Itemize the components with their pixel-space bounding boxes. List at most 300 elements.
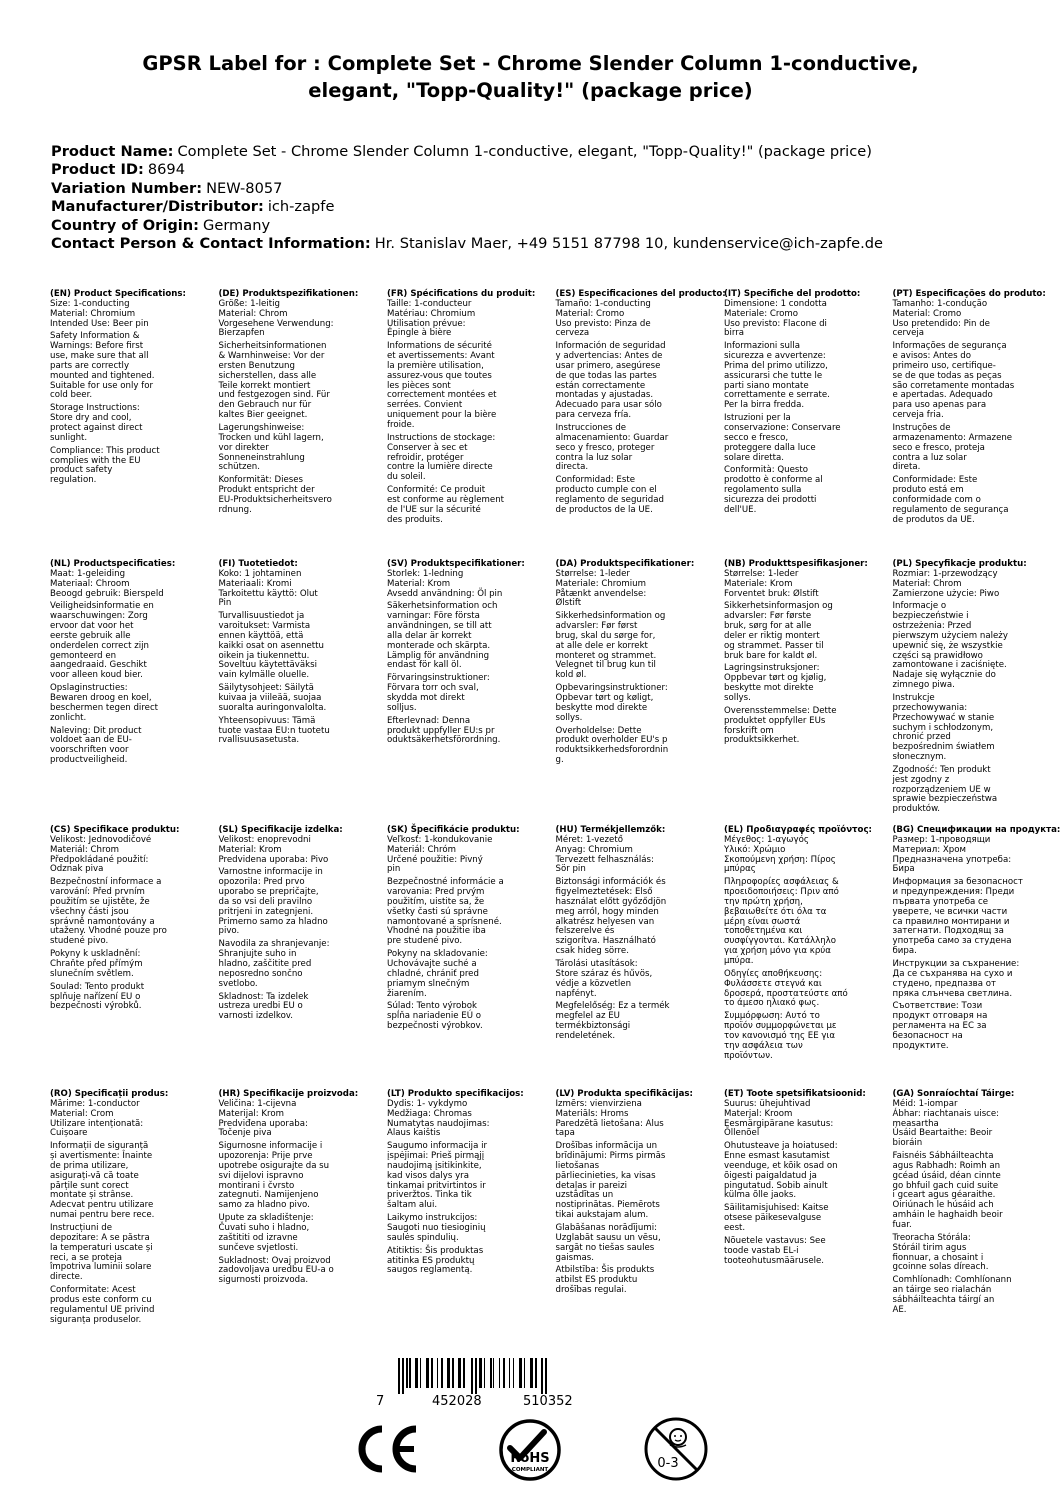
spec-line: uniquement pour la bière <box>387 410 497 421</box>
spec-line: utaženy. Vhodné pouze pro <box>50 926 167 937</box>
spec-line: gaismas. <box>555 1252 594 1263</box>
spec-line: secco e fresco, <box>724 432 789 443</box>
spec-line: Bezpečnostné informácie a <box>387 877 504 888</box>
spec-line: Méret: 1-vezető <box>555 834 623 845</box>
spec-line: tuote vastaa EU:n tuotetu <box>218 725 330 736</box>
spec-line: Sicherheitsinformationen <box>218 341 327 352</box>
spec-line: priveržtos. Tinka tik <box>387 1190 472 1201</box>
spec-line: sicurezza dei prodotti <box>724 494 817 505</box>
spec-line: Õllenõel <box>724 1128 760 1139</box>
spec-header: (RO) Specificații produs: <box>50 1089 169 1099</box>
spec-line: použitím se ujistěte, že <box>50 896 150 907</box>
spec-line: parti siano montate <box>724 380 809 391</box>
spec-line: oduktsäkerhetsförordning. <box>387 735 501 746</box>
spec-cell <box>555 289 726 516</box>
spec-line: prodotto è conforme al <box>724 475 823 486</box>
spec-line: produktów. <box>892 804 941 815</box>
spec-line: zategnuti. Namijenjeno <box>218 1190 319 1201</box>
spec-line: pivo. <box>218 926 240 937</box>
spec-line: регламента на ЕС за <box>892 1021 987 1032</box>
spec-line: Izmērs: vienvirziena <box>555 1098 642 1109</box>
spec-line: de l'UE sur la sécurité <box>387 504 481 515</box>
spec-line: depozitare: A se păstra <box>50 1232 150 1243</box>
spec-line: Store száraz és hűvös, <box>555 968 653 979</box>
spec-line: Numatytas naudojimas: <box>387 1118 490 1129</box>
spec-line: Informações de segurança <box>892 341 1007 352</box>
spec-line: Предназначена употреба: <box>892 854 1012 865</box>
spec-line: το άμεσο ηλιακό φως. <box>724 998 820 1009</box>
spec-line: μέρη είναι σωστά <box>724 916 801 927</box>
spec-line: Efterlevnad: Denna <box>387 715 471 726</box>
spec-line: zonlicht. <box>50 712 87 723</box>
spec-line: assurez-vous que toutes <box>387 370 492 381</box>
spec-line: produktet oppfyller EUs <box>724 715 826 726</box>
spec-line: την ασφάλεια των <box>724 1040 803 1051</box>
spec-cell <box>556 560 706 766</box>
spec-line: Stóráil tirim agus <box>892 1242 967 1253</box>
spec-line: Overholdelse: Dette <box>555 725 642 736</box>
product-info-label: Contact Person & Contact Information: <box>51 235 371 253</box>
spec-line: Πληροφορίες ασφάλειας & <box>724 877 839 888</box>
spec-line: Uso previsto: Pinza de <box>555 318 651 329</box>
spec-line: reci, a se proteja <box>50 1252 123 1263</box>
spec-line: védje a közvetlen <box>555 978 632 989</box>
spec-line: Да се съхранява на сухо и <box>892 968 1013 979</box>
spec-line: Primerno samo za hladno <box>218 916 328 927</box>
spec-line: împotriva luminii solare <box>50 1262 152 1273</box>
spec-line: g. <box>555 755 564 766</box>
spec-line: Úsáid Beartaithe: Beoir <box>892 1128 993 1139</box>
spec-line: bioráin <box>892 1138 923 1149</box>
spec-line: voorschriften voor <box>50 745 129 756</box>
spec-line: cerveja fria. <box>892 410 944 421</box>
spec-header: (SV) Produktspecifikationer: <box>387 559 525 569</box>
spec-line: upotrebe osigurajte da su <box>218 1160 330 1171</box>
barcode-bar <box>415 1358 418 1388</box>
spec-line: са правилно монтирани и <box>892 916 1010 927</box>
spec-line: τον κανονισμό της ΕΕ για <box>724 1030 836 1041</box>
spec-line: regulamento de segurança <box>892 504 1009 515</box>
spec-line: Odznak piva <box>50 864 104 875</box>
spec-cell <box>50 560 200 766</box>
spec-cell <box>219 1090 369 1286</box>
spec-line: Zgodność: Ten produkt <box>892 764 991 775</box>
spec-line: schützen. <box>218 462 260 473</box>
spec-line: Avsedd användning: Öl pin <box>387 588 503 599</box>
spec-line: Overensstemmelse: Dette <box>724 705 837 716</box>
barcode <box>370 1358 610 1416</box>
spec-line: solare diretta. <box>724 452 784 463</box>
spec-line: Prima del primo utilizzo, <box>724 360 828 371</box>
spec-line: go bhfuil gach cuid suite <box>892 1180 999 1191</box>
spec-line: nostiprinātas. Piemērots <box>555 1200 660 1211</box>
spec-line: são corretamente montadas <box>892 380 1015 391</box>
spec-line: Warnings: Before first <box>50 341 144 352</box>
spec-line: advarsler: Før første <box>724 611 812 622</box>
spec-line: atitinka ES produktų <box>387 1255 475 1266</box>
spec-line: Rozmiar: 1-przewodzący <box>892 568 998 579</box>
spec-line: Größe: 1-leitig <box>218 298 280 309</box>
barcode-bar <box>420 1358 421 1388</box>
spec-line: Υλικό: Χρώμιο <box>724 844 786 855</box>
spec-line: samo za hladno pivo. <box>218 1200 310 1211</box>
spec-line: du soleil. <box>387 472 426 483</box>
spec-line: siguranța produselor. <box>50 1314 142 1325</box>
spec-line: Storlek: 1-ledning <box>387 568 464 579</box>
spec-line: Soveltuu käytettäväksi <box>218 660 318 671</box>
spec-line: μπύρας <box>724 864 756 875</box>
spec-line: svi dijelovi ispravno <box>218 1170 304 1181</box>
spec-cell <box>893 1090 1043 1316</box>
spec-line: forskrift om <box>724 725 774 736</box>
spec-line: ennen käyttöä, että <box>218 630 304 641</box>
barcode-bar <box>471 1358 473 1394</box>
spec-line: varování: Před prvním <box>50 887 145 898</box>
spec-line: rvallisuusasetusta. <box>218 735 300 746</box>
spec-line: Per la birra fredda. <box>724 400 805 411</box>
spec-line: roduktsikkerhedsforordnin <box>555 745 669 756</box>
product-info-row <box>51 235 1041 253</box>
barcode-bar <box>452 1358 454 1388</box>
spec-header: (HU) Termékjellemzők: <box>555 825 666 835</box>
spec-line: para cerveza fría. <box>555 410 632 421</box>
spec-line: Vorgesehene Verwendung: <box>218 318 334 329</box>
spec-cell <box>893 560 1043 815</box>
spec-line: Instrucciones de <box>555 422 627 433</box>
spec-line: Instrucțiuni de <box>50 1222 113 1233</box>
spec-line: προϊόν συμμορφώνεται με <box>724 1021 837 1032</box>
spec-cell <box>50 826 200 1012</box>
spec-line: Materiaal: Chroom <box>50 578 130 589</box>
spec-cell <box>219 290 369 516</box>
rohs-text: RoHS <box>510 1451 550 1466</box>
spec-line: Forventet bruk: Ølstift <box>724 588 819 599</box>
age-text: 0-3 <box>657 1456 679 1471</box>
spec-line: de produtos da UE. <box>892 514 975 525</box>
specifications-grid <box>50 290 1060 1340</box>
spec-cell <box>724 1090 874 1266</box>
spec-line: ervoor dat voor het <box>50 621 134 632</box>
spec-line: zadovoljava uredbu EU-a o <box>218 1265 334 1276</box>
spec-line: sprawie bezpieczeństwa <box>892 794 998 805</box>
spec-line: Tamaño: 1-conducting <box>555 298 651 309</box>
spec-header: (IT) Specifiche del prodotto: <box>724 289 861 299</box>
spec-line: Istruzioni per la <box>724 413 791 424</box>
barcode-bar <box>441 1358 443 1388</box>
spec-line: an táirge seo rialachán <box>892 1285 992 1296</box>
spec-line: ersten Benutzung <box>218 360 295 371</box>
spec-line: správně namontovány a <box>50 916 155 927</box>
spec-line: sunlight. <box>50 432 88 443</box>
spec-line: protect against direct <box>50 422 143 433</box>
spec-line: voldoet aan de EU- <box>50 735 132 746</box>
spec-line: product safety <box>50 465 113 476</box>
spec-line: Sukladnost: Ovaj proizvod <box>218 1255 331 1266</box>
barcode-bars <box>390 1358 610 1394</box>
spec-line: Naleving: Dit product <box>50 725 142 736</box>
spec-cell <box>892 289 1046 525</box>
spec-line: Anyag: Chromium <box>555 844 633 855</box>
spec-line: Ábhar: riachtanais uisce: <box>892 1108 1000 1119</box>
spec-line: beskytte mot direkte <box>724 683 814 694</box>
spec-line: všechny části jsou <box>50 906 129 917</box>
spec-line: Informacje o <box>892 601 947 612</box>
spec-line: brug, skal du sørge for, <box>555 630 656 641</box>
spec-cell <box>50 290 200 486</box>
spec-header: (ES) Especificaciones del producto: <box>555 289 726 299</box>
spec-line: βεβαιωθείτε ότι όλα τα <box>724 906 827 917</box>
spec-line: i gceart agus géaraithe. <box>892 1190 996 1201</box>
barcode-bar <box>509 1358 510 1388</box>
spec-line: suoralta auringonvalolta. <box>218 702 327 713</box>
spec-cell <box>387 826 537 1032</box>
spec-line: toode vastab EL-i <box>724 1245 799 1256</box>
spec-line: upewnić się, że wszystkie <box>892 640 1003 651</box>
spec-line: meg arról, hogy minden <box>555 906 659 917</box>
spec-line: για χρήση μόνο για κρύα <box>724 946 831 957</box>
product-info-label: Product ID: <box>51 161 144 179</box>
spec-line: conservazione: Conservare <box>724 422 841 433</box>
spec-line: termékbiztonsági <box>555 1021 631 1032</box>
spec-line: bezpečnosti výrobkov. <box>387 1021 483 1032</box>
spec-line: τοποθετημένα και <box>724 926 803 937</box>
spec-line: употреба само за студена <box>892 936 1012 947</box>
spec-line: aangedraaid. Geschikt <box>50 660 147 671</box>
spec-header: (SK) Špecifikácie produktu: <box>387 825 520 835</box>
barcode-bar <box>406 1358 408 1388</box>
barcode-bar <box>499 1358 500 1388</box>
spec-cell <box>724 826 874 1061</box>
spec-line: студено, предпазва от <box>892 978 996 989</box>
spec-line: Tarkoitettu käyttö: Olut <box>218 588 318 599</box>
spec-line: birra <box>724 328 745 339</box>
spec-line: Opbevar tørt og køligt, <box>555 692 654 703</box>
spec-line: Eesmärgipärane kasutus: <box>724 1118 834 1129</box>
spec-line: и предупреждения: Преди <box>892 887 1015 898</box>
product-info-value: Hr. Stanislav Maer, +49 5151 87798 10, kundenservice@ich-zapfe.de <box>374 235 884 253</box>
spec-line: Adecvat pentru utilizare <box>50 1200 154 1211</box>
spec-line: Saugumo informacija ir <box>387 1141 487 1152</box>
spec-line: fionnuar, a chosaint i <box>892 1252 984 1263</box>
product-info-label: Variation Number: <box>51 179 203 197</box>
spec-line: Säkerhetsinformation och <box>387 601 498 612</box>
spec-line: hladno, zaščitite pred <box>218 958 312 969</box>
spec-line: Uchovávajte suché a <box>387 958 477 969</box>
spec-line: Sikkerhetsinformasjon og <box>724 601 833 612</box>
spec-line: pierwszym użyciem należy <box>892 630 1008 641</box>
spec-line: parts are correctly <box>50 360 130 371</box>
spec-line: svetlobo. <box>218 978 258 989</box>
product-info-label: Product Name: <box>51 143 174 160</box>
spec-line: amháin le haghaidh beoir <box>892 1210 1003 1221</box>
spec-line: Veiligheidsinformatie en <box>50 601 154 612</box>
spec-line: oikein ja tiukennettu. <box>218 650 310 661</box>
spec-line: Conformidade: Este <box>892 475 978 486</box>
spec-line: Størrelse: 1-leder <box>555 568 630 579</box>
spec-line: megfelel az EU <box>555 1011 620 1022</box>
spec-line: sollys. <box>724 692 751 703</box>
spec-line: Predviđena uporaba: <box>218 1118 308 1129</box>
spec-line: Koko: 1 johtaminen <box>218 568 302 579</box>
spec-line: gcoinne solas díreach. <box>892 1262 989 1273</box>
product-info-value: ich-zapfe <box>267 198 335 216</box>
spec-line: Beoogd gebruik: Bierspeld <box>50 588 164 599</box>
spec-line: használat előtt győződjön <box>555 896 667 907</box>
spec-line: uporabo se prepričajte, <box>218 887 319 898</box>
spec-header: (FI) Tuotetiedot: <box>218 559 298 569</box>
spec-line: Информация за безопасност <box>892 877 1023 888</box>
spec-header: (EL) Προδιαγραφές προϊόντος: <box>724 825 872 835</box>
spec-line: og strammet. Passer til <box>724 640 824 651</box>
spec-line: Материал: Хром <box>892 844 966 855</box>
spec-line: Размер: 1-проводящи <box>892 834 991 845</box>
spec-line: sunčeve svjetlosti. <box>218 1242 299 1253</box>
spec-line: Safety Information & <box>50 331 140 342</box>
spec-line: Velikost: enoprevodni <box>218 834 311 845</box>
spec-line: sargāt no tiešas saules <box>555 1242 655 1253</box>
spec-line: kaltes Bier geeignet. <box>218 410 308 421</box>
product-info-label: Country of Origin: <box>51 216 200 234</box>
spec-line: Conformidad: Este <box>555 475 635 486</box>
spec-line: Konformität: Dieses <box>218 475 304 486</box>
spec-line: την πρώτη χρήση, <box>724 896 803 907</box>
spec-line: almacenamiento: Guardar <box>555 432 669 443</box>
spec-line: Atitiktis: Šis produktas <box>387 1245 484 1256</box>
spec-line: Tárolási utasítások: <box>555 958 638 969</box>
spec-line: Dimensione: 1 condotta <box>724 298 827 309</box>
spec-line: Material: Cromo <box>555 308 625 319</box>
spec-line: napfényt. <box>555 988 597 999</box>
spec-line: tinkamai pritvirtintos ir <box>387 1180 486 1191</box>
spec-line: zamontowane i zaciśnięte. <box>892 660 1007 671</box>
spec-line: kad visos dalys yra <box>387 1170 469 1181</box>
spec-line: Sigurnosne informacije i <box>218 1141 323 1152</box>
spec-line: Materiál: Chróm <box>387 844 456 855</box>
spec-line: saugos reglamentą. <box>387 1265 473 1276</box>
spec-line: cold beer. <box>50 390 93 401</box>
spec-line: Pokyny k uskladnění: <box>50 949 141 960</box>
spec-line: Φυλάσσετε στεγνά και <box>724 978 822 989</box>
product-info-row <box>51 217 1041 235</box>
spec-line: Materiaali: Kromi <box>218 578 292 589</box>
spec-line: slunečním světlem. <box>50 968 134 979</box>
spec-line: първата употреба се <box>892 896 989 907</box>
spec-line: Varnostne informacije in <box>218 867 323 878</box>
spec-line: Conformité: Ce produit <box>387 485 486 496</box>
spec-line: įspėjimai: Prieš pirmąjį <box>387 1151 485 1162</box>
spec-line: Navodila za shranjevanje: <box>218 939 330 950</box>
spec-line: contra la luz solar <box>555 452 633 463</box>
spec-line: producto cumple con el <box>555 485 657 496</box>
spec-line: refroidir, protéger <box>387 452 464 463</box>
spec-cell <box>724 290 874 516</box>
spec-header: (PL) Specyfikacje produktu: <box>892 559 1027 569</box>
spec-header: (NB) Produkttspesifikasjoner: <box>724 559 868 569</box>
spec-line: Material: Cromo <box>892 308 962 319</box>
spec-line: Opslaginstructies: <box>50 683 128 694</box>
spec-line: están correctamente <box>555 380 646 391</box>
spec-line: studené pivo. <box>50 936 109 947</box>
spec-line: Čuvati suho i hladno, <box>218 1222 310 1233</box>
spec-line: e apertadas. Adequado <box>892 390 993 401</box>
spec-line: suchym i schłodzonym, <box>892 722 994 733</box>
spec-line: Opbevaringsinstruktioner: <box>555 683 668 694</box>
spec-line: de productos de la UE. <box>555 504 653 515</box>
spec-line: gemonteerd en <box>50 650 117 661</box>
spec-line: Conformitate: Acest <box>50 1285 136 1296</box>
spec-line: Ølstift <box>555 598 582 609</box>
spec-cell <box>556 1090 706 1296</box>
spec-line: Yhteensopivuus: Tämä <box>218 715 316 726</box>
barcode-bar <box>398 1358 400 1394</box>
spec-header: (NL) Productspecificaties: <box>50 559 176 569</box>
spec-line: drošības regulai. <box>555 1285 627 1296</box>
spec-line: Matériau: Chromium <box>387 308 476 319</box>
product-info-row <box>51 161 1041 179</box>
spec-line: contra a luz solar <box>892 452 967 463</box>
barcode-bar <box>479 1358 482 1388</box>
spec-line: Veličina: 1-cijevna <box>218 1098 297 1109</box>
spec-line: primeiro uso, certifique- <box>892 360 996 371</box>
spec-line: varoitukset: Varmista <box>218 621 311 632</box>
spec-line: spĺňa nariadenie EÚ o <box>387 1011 481 1022</box>
spec-line: splňuje nařízení EU o <box>50 991 141 1002</box>
barcode-bar <box>490 1358 492 1388</box>
spec-line: vor direkter <box>218 442 269 453</box>
spec-line: Lagringsinstruksjoner: <box>724 663 820 674</box>
spec-line: προειδοποιήσεις: Πριν από <box>724 887 839 898</box>
spec-line: Conserver à sec et <box>387 442 468 453</box>
spec-line: Sör pin <box>555 864 586 875</box>
product-info-row <box>51 198 1041 216</box>
spec-line: Biztonsági információk és <box>555 877 666 888</box>
spec-line: mounted and tightened. <box>50 370 155 381</box>
spec-line: tikai aukstajam alum. <box>555 1210 649 1221</box>
product-info-label: Manufacturer/Distributor: <box>51 198 264 216</box>
spec-line: Upute za skladištenje: <box>218 1213 314 1224</box>
spec-header: (GA) Sonraíochtaí Táirge: <box>892 1089 1015 1099</box>
spec-line: voor alleen koud bier. <box>50 670 143 681</box>
spec-line: pin <box>387 864 401 875</box>
spec-line: Säilitamisjuhised: Kaitse <box>724 1203 829 1214</box>
spec-line: regolamento sulla <box>724 485 802 496</box>
spec-line: Materjal: Kroom <box>724 1108 793 1119</box>
spec-line: rozporządzeniem UE w <box>892 784 991 795</box>
spec-line: Materiał: Chrom <box>892 578 962 589</box>
spec-line: alla delar är korrekt <box>387 630 472 641</box>
label-title-line-2: elegant, "Topp-Quality!" (package price) <box>308 79 753 102</box>
spec-line: tooteohutusmäärusele. <box>724 1255 825 1266</box>
barcode-bar <box>503 1358 505 1388</box>
spec-line: produkt uppfyller EU:s pr <box>387 725 495 736</box>
spec-line: saulės spindulių. <box>387 1232 459 1243</box>
spec-line: Μέγεθος: 1-αγωγός <box>724 834 809 845</box>
spec-line: Store dry and cool, <box>50 413 132 424</box>
spec-line: montate și strânse. <box>50 1190 134 1201</box>
spec-line: e avisos: Antes do <box>892 351 972 362</box>
label-title <box>60 50 1001 104</box>
spec-line: sollys. <box>555 712 583 723</box>
spec-line: Información de seguridad <box>555 341 666 352</box>
spec-line: Atbilstība: Šis produkts <box>555 1265 655 1276</box>
spec-line: Informații de siguranță <box>50 1141 149 1152</box>
product-info-value: 8694 <box>147 161 185 179</box>
spec-line: Materiale: Krom <box>724 578 793 589</box>
spec-line: Instrukcje <box>892 692 935 703</box>
spec-line: armazenamento: Armazene <box>892 432 1013 443</box>
spec-line: produto está em <box>892 485 964 496</box>
spec-line: Przechowywać w stanie <box>892 712 995 723</box>
